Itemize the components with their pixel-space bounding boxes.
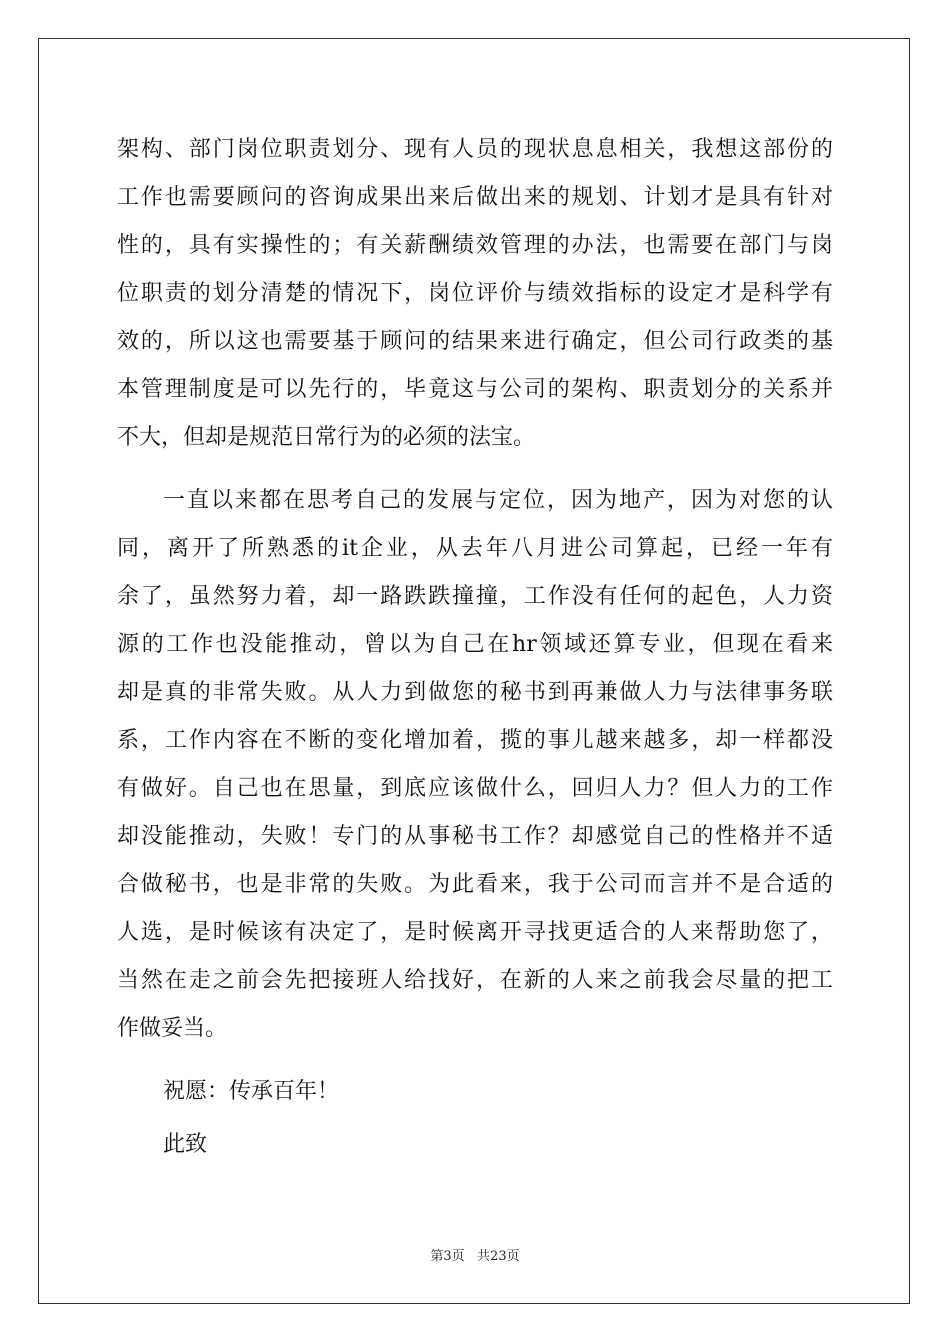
text-line: 余了，虽然努力着，却一路跌跌撞撞，工作没有任何的起色，人力资 <box>117 584 833 609</box>
text-line: 人选，是时候该有决定了，是时候离开寻找更适合的人来帮助您了， <box>117 920 833 945</box>
page-number: 第3页 共23页 <box>430 1249 520 1264</box>
closing-wish: 祝愿：传承百年！ <box>163 1079 340 1104</box>
text-line: 源的工作也没能推动，曾以为自己在hr领域还算专业，但现在看来 <box>117 632 833 657</box>
text-line: 却没能推动，失败！专门的从事秘书工作？却感觉自己的性格并不适 <box>117 824 833 849</box>
text-line: 本管理制度是可以先行的，毕竟这与公司的架构、职责划分的关系并 <box>117 377 833 402</box>
text-line: 同，离开了所熟悉的it企业，从去年八月进公司算起，已经一年有 <box>117 536 833 561</box>
text-line: 作做妥当。 <box>117 1016 228 1041</box>
text-line: 一直以来都在思考自己的发展与定位，因为地产，因为对您的认 <box>163 488 833 513</box>
text-line: 却是真的非常失败。从人力到做您的秘书到再兼做人力与法律事务联 <box>117 680 833 705</box>
text-line: 工作也需要顾问的咨询成果出来后做出来的规划、计划才是具有针对 <box>117 185 833 210</box>
text-line: 系，工作内容在不断的变化增加着，揽的事儿越来越多，却一样都没 <box>117 728 833 753</box>
page-footer <box>0 1245 950 1264</box>
text-line: 合做秘书，也是非常的失败。为此看来，我于公司而言并不是合适的 <box>117 872 833 897</box>
text-line: 当然在走之前会先把接班人给找好，在新的人来之前我会尽量的把工 <box>117 968 833 993</box>
text-line: 不大，但却是规范日常行为的必须的法宝。 <box>117 425 536 450</box>
page-border <box>38 38 910 1304</box>
text-line: 有做好。自己也在思量，到底应该做什么，回归人力？但人力的工作 <box>117 776 833 801</box>
text-line: 性的，具有实操性的；有关薪酬绩效管理的办法，也需要在部门与岗 <box>117 233 833 258</box>
text-line: 效的，所以这也需要基于顾问的结果来进行确定，但公司行政类的基 <box>117 329 833 354</box>
text-line: 位职责的划分清楚的情况下，岗位评价与绩效指标的设定才是科学有 <box>117 281 833 306</box>
text-line: 架构、部门岗位职责划分、现有人员的现状息息相关，我想这部份的 <box>117 137 833 162</box>
closing-regards: 此致 <box>163 1132 208 1157</box>
